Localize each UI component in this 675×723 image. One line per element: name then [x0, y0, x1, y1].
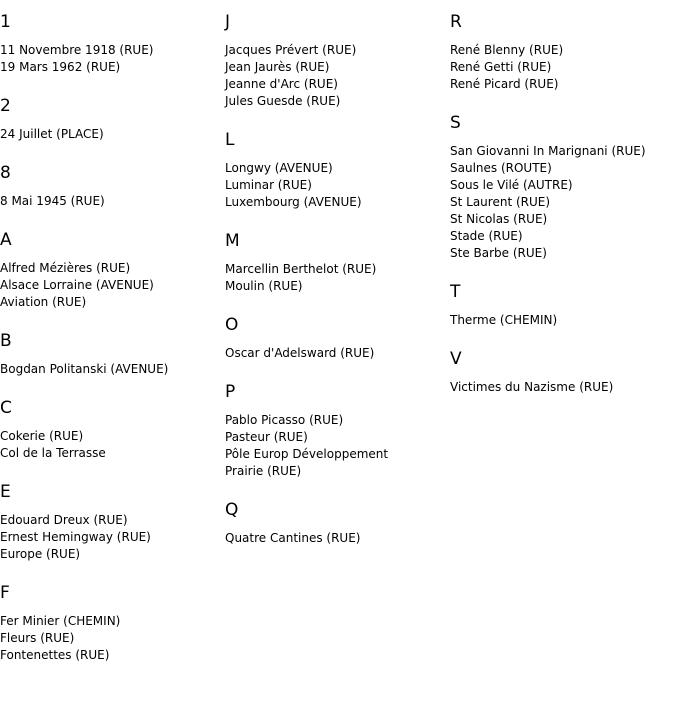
letter-group [225, 0, 449, 118]
street-link[interactable]: Stade (RUE) [450, 229, 523, 243]
street-list [225, 42, 449, 110]
street-list [0, 193, 224, 210]
letter-heading: R [450, 12, 462, 32]
letter-heading: O [225, 315, 239, 335]
group-spacer [450, 93, 675, 101]
street-link[interactable]: Oscar d'Adelsward (RUE) [225, 346, 375, 360]
street-index-column-1 [0, 0, 224, 672]
letter-group [0, 386, 224, 470]
street-link[interactable]: Luminar (RUE) [225, 178, 312, 192]
street-link[interactable]: Cokerie (RUE) [0, 429, 84, 443]
group-spacer [450, 262, 675, 270]
street-list [450, 143, 675, 262]
street-list [225, 412, 449, 480]
street-link[interactable]: Fer Minier (CHEMIN) [0, 614, 121, 628]
letter-heading: 1 [0, 12, 11, 32]
letter-group [450, 0, 675, 101]
group-spacer [0, 143, 224, 151]
letter-heading: Q [225, 500, 239, 520]
street-link[interactable]: Pablo Picasso (RUE) [225, 413, 344, 427]
street-link[interactable]: Fleurs (RUE) [0, 631, 75, 645]
letter-heading: M [225, 231, 240, 251]
street-link[interactable]: St Laurent (RUE) [450, 195, 551, 209]
letter-group [0, 319, 224, 386]
street-link[interactable]: St Nicolas (RUE) [450, 212, 548, 226]
street-link[interactable]: Col de la Terrasse [0, 446, 106, 460]
street-list [450, 42, 675, 93]
street-link[interactable]: René Blenny (RUE) [450, 43, 564, 57]
letter-group [0, 218, 224, 319]
street-link[interactable]: Luxembourg (AVENUE) [225, 195, 362, 209]
street-link[interactable]: Pôle Europ Développement [225, 447, 389, 461]
street-link[interactable]: Ste Barbe (RUE) [450, 246, 547, 260]
group-spacer [225, 110, 449, 118]
street-index-column-2 [225, 0, 449, 555]
street-link[interactable]: 8 Mai 1945 (RUE) [0, 194, 105, 208]
street-link[interactable]: René Picard (RUE) [450, 77, 559, 91]
group-spacer [0, 462, 224, 470]
street-index-column-3 [450, 0, 675, 404]
letter-group [0, 0, 224, 84]
street-link[interactable]: Pasteur (RUE) [225, 430, 308, 444]
street-list [0, 361, 224, 378]
street-list [0, 428, 224, 462]
street-link[interactable]: Aviation (RUE) [0, 295, 87, 309]
street-link[interactable]: Prairie (RUE) [225, 464, 302, 478]
letter-group [225, 118, 449, 219]
street-list [0, 126, 224, 143]
group-spacer [0, 664, 224, 672]
street-list [450, 379, 675, 396]
group-spacer [0, 311, 224, 319]
street-list [225, 345, 449, 362]
letter-heading: V [450, 349, 462, 369]
letter-heading: T [450, 282, 461, 302]
letter-heading: 2 [0, 96, 11, 116]
street-link[interactable]: René Getti (RUE) [450, 60, 552, 74]
street-link[interactable]: Alsace Lorraine (AVENUE) [0, 278, 154, 292]
letter-group [225, 219, 449, 303]
street-link[interactable]: Europe (RUE) [0, 547, 81, 561]
street-link[interactable]: Jacques Prévert (RUE) [225, 43, 357, 57]
street-link[interactable]: Marcellin Berthelot (RUE) [225, 262, 377, 276]
group-spacer [450, 396, 675, 404]
street-list [450, 312, 675, 329]
street-link[interactable]: 11 Novembre 1918 (RUE) [0, 43, 154, 57]
street-link[interactable]: Jules Guesde (RUE) [225, 94, 341, 108]
street-list [0, 260, 224, 311]
letter-group [450, 337, 675, 404]
street-list [0, 512, 224, 563]
letter-heading: B [0, 331, 12, 351]
street-link[interactable]: Longwy (AVENUE) [225, 161, 333, 175]
street-list [225, 261, 449, 295]
street-list [225, 160, 449, 211]
street-link[interactable]: Sous le Vilé (AUTRE) [450, 178, 573, 192]
street-link[interactable]: 24 Juillet (PLACE) [0, 127, 104, 141]
letter-heading: S [450, 113, 461, 133]
street-list [0, 613, 224, 664]
letter-group [225, 370, 449, 488]
street-link[interactable]: Fontenettes (RUE) [0, 648, 110, 662]
letter-heading: P [225, 382, 236, 402]
letter-group [450, 270, 675, 337]
letter-group [0, 571, 224, 672]
street-link[interactable]: Ernest Hemingway (RUE) [0, 530, 151, 544]
street-link[interactable]: Bogdan Politanski (AVENUE) [0, 362, 169, 376]
street-link[interactable]: Victimes du Nazisme (RUE) [450, 380, 614, 394]
street-link[interactable]: Alfred Mézières (RUE) [0, 261, 131, 275]
street-link[interactable]: San Giovanni In Marignani (RUE) [450, 144, 646, 158]
letter-heading: E [0, 482, 11, 502]
group-spacer [0, 378, 224, 386]
street-link[interactable]: Jeanne d'Arc (RUE) [225, 77, 338, 91]
letter-group [0, 151, 224, 218]
letter-heading: F [0, 583, 10, 603]
group-spacer [450, 329, 675, 337]
group-spacer [225, 362, 449, 370]
letter-heading: J [225, 12, 231, 32]
street-link[interactable]: Therme (CHEMIN) [450, 313, 558, 327]
street-link[interactable]: Edouard Dreux (RUE) [0, 513, 128, 527]
letter-group [225, 488, 449, 555]
group-spacer [225, 211, 449, 219]
group-spacer [0, 563, 224, 571]
street-link[interactable]: 19 Mars 1962 (RUE) [0, 60, 121, 74]
letter-group [0, 470, 224, 571]
street-list [225, 530, 449, 547]
letter-heading: C [0, 398, 12, 418]
street-link[interactable]: Moulin (RUE) [225, 279, 303, 293]
letter-heading: L [225, 130, 235, 150]
group-spacer [0, 76, 224, 84]
group-spacer [0, 210, 224, 218]
group-spacer [225, 295, 449, 303]
letter-group [450, 101, 675, 270]
letter-heading: A [0, 230, 12, 250]
letter-group [0, 84, 224, 151]
letter-heading: 8 [0, 163, 11, 183]
street-link[interactable]: Quatre Cantines (RUE) [225, 531, 361, 545]
group-spacer [225, 480, 449, 488]
letter-group [225, 303, 449, 370]
street-list [0, 42, 224, 76]
street-link[interactable]: Jean Jaurès (RUE) [225, 60, 330, 74]
street-link[interactable]: Saulnes (ROUTE) [450, 161, 552, 175]
group-spacer [225, 547, 449, 555]
